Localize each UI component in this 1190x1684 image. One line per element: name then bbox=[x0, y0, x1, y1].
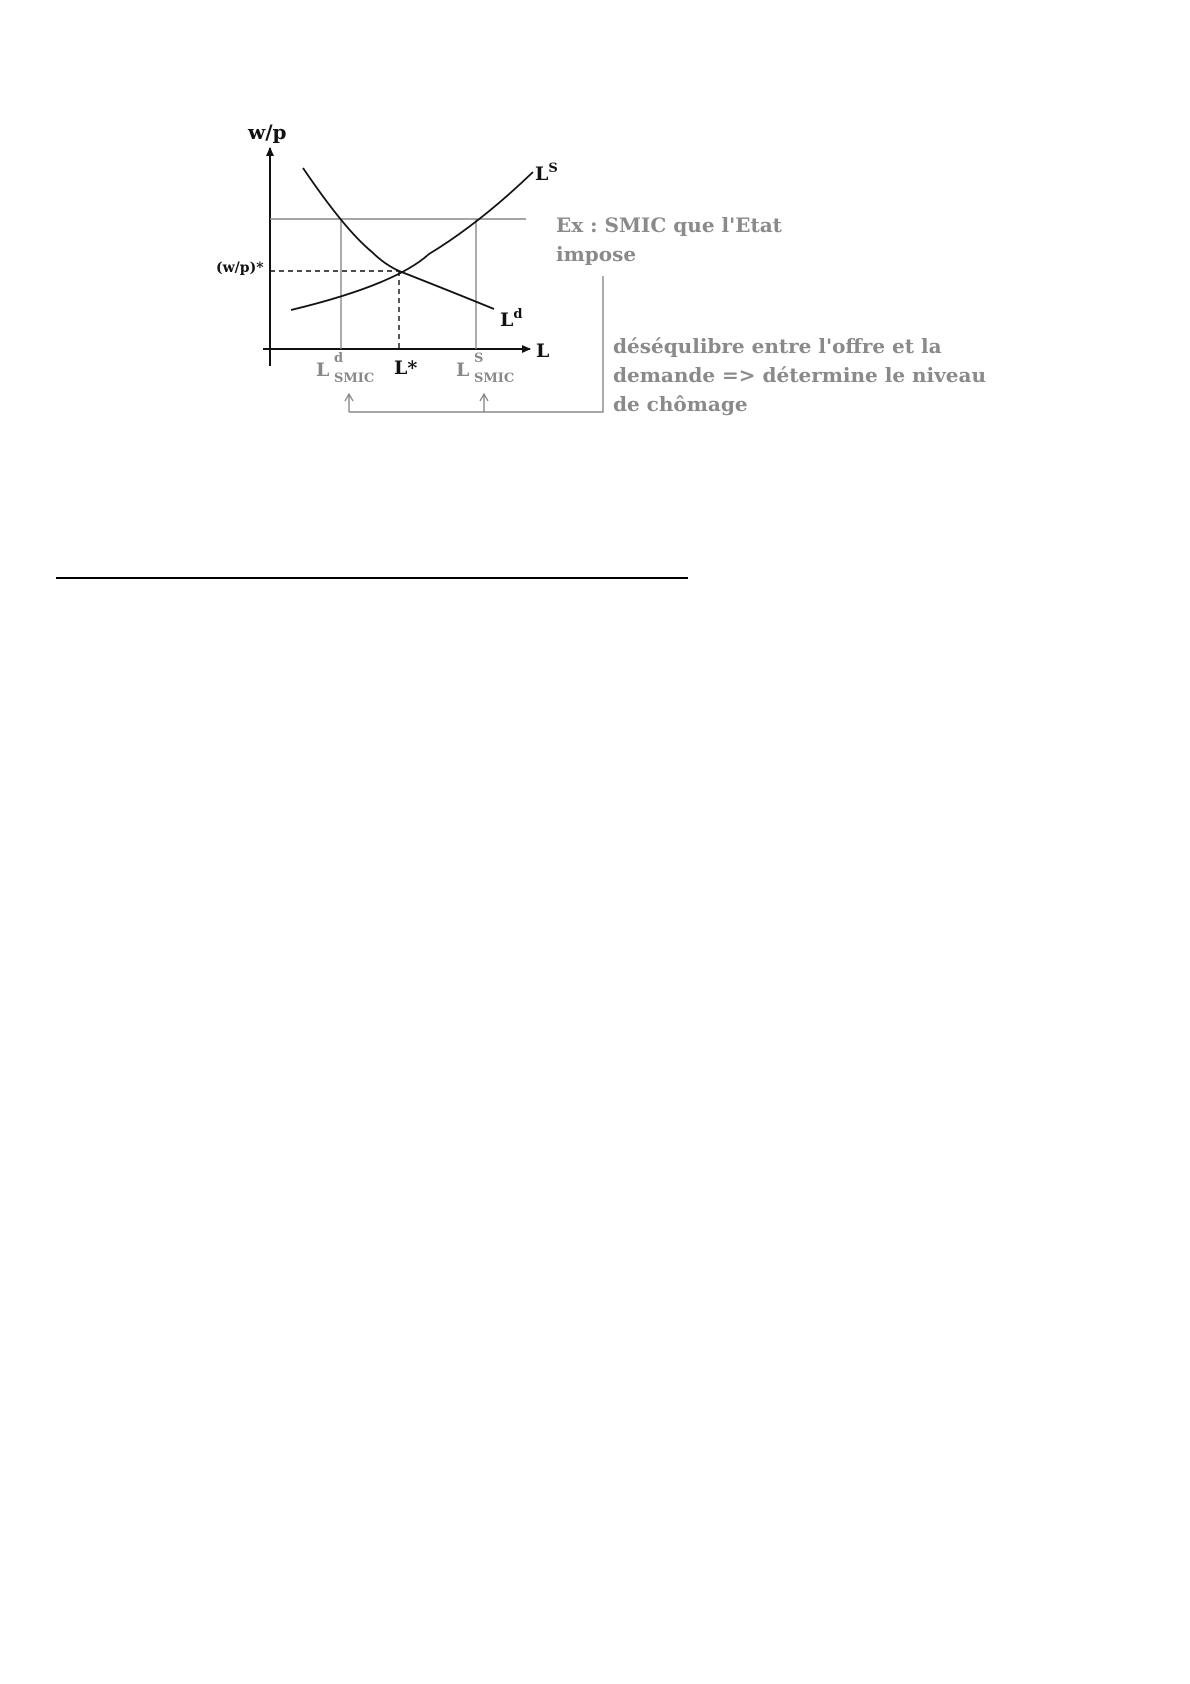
x-axis-label: L bbox=[536, 340, 550, 362]
labor-supply-curve bbox=[291, 172, 533, 310]
equilibrium-labor-label: L* bbox=[394, 357, 418, 379]
equilibrium-wage-label: (w/p)* bbox=[216, 260, 264, 276]
svg-text:d: d bbox=[334, 351, 344, 366]
smic-note: Ex : SMIC que l'Etat impose bbox=[556, 213, 782, 266]
y-axis-label: w/p bbox=[248, 120, 287, 144]
labor-market-diagram bbox=[0, 0, 1190, 620]
horizontal-rule bbox=[56, 577, 688, 579]
svg-text:L: L bbox=[456, 359, 470, 381]
svg-text:SMIC: SMIC bbox=[474, 371, 515, 386]
svg-text:S: S bbox=[474, 351, 484, 366]
labor-demand-curve bbox=[303, 168, 494, 309]
svg-text:L: L bbox=[316, 359, 330, 381]
svg-text:SMIC: SMIC bbox=[334, 371, 375, 386]
labor-demand-smic-label bbox=[316, 351, 374, 386]
supply-curve-label: $L^S$ bbox=[535, 161, 558, 185]
disequilibrium-note: déséqulibre entre l'offre et la demande => détermine le niveau de chômage bbox=[613, 334, 986, 416]
demand-curve-label: $L^d$ bbox=[500, 307, 523, 331]
labor-supply-smic-label bbox=[456, 351, 514, 386]
